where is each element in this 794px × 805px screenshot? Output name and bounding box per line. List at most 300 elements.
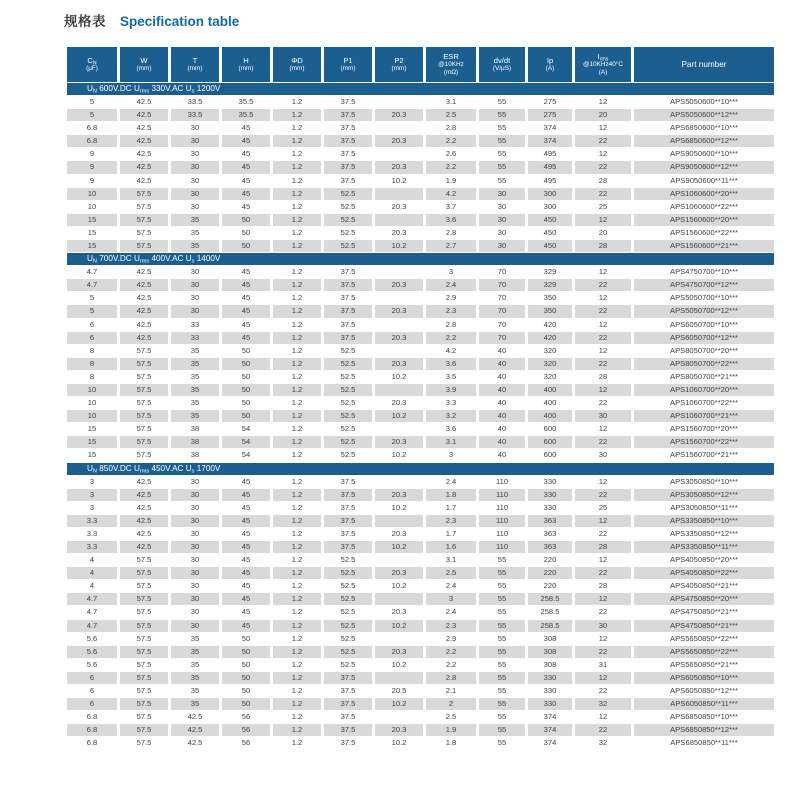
value-cell: 37.5 <box>324 266 372 278</box>
value-cell: 45 <box>222 292 270 304</box>
value-cell: 30 <box>171 502 219 514</box>
value-cell: 50 <box>222 672 270 684</box>
value-cell: 30 <box>171 606 219 618</box>
value-cell: 374 <box>528 724 572 736</box>
column-header-2: W (mm) <box>120 47 168 82</box>
value-cell: 57.5 <box>120 449 168 461</box>
table-row <box>67 345 774 357</box>
value-cell: 3.5 <box>426 371 476 383</box>
part-number-cell: APS9050600**10*** <box>634 148 774 160</box>
value-cell: 220 <box>528 580 572 592</box>
value-cell: 1.2 <box>273 724 321 736</box>
value-cell: 70 <box>479 319 525 331</box>
value-cell: 37.5 <box>324 305 372 317</box>
value-cell: 12 <box>575 711 631 723</box>
value-cell: 10.2 <box>375 659 423 671</box>
part-number-cell: APS3050850**10*** <box>634 476 774 488</box>
value-cell <box>375 96 423 108</box>
value-cell: 35 <box>171 384 219 396</box>
value-cell: 300 <box>528 188 572 200</box>
value-cell: 1.2 <box>273 240 321 252</box>
value-cell: 30 <box>171 476 219 488</box>
value-cell: 4.7 <box>67 620 117 632</box>
value-cell: 35 <box>171 685 219 697</box>
value-cell: 45 <box>222 489 270 501</box>
value-cell: 12 <box>575 319 631 331</box>
value-cell: 8 <box>67 371 117 383</box>
value-cell: 40 <box>479 410 525 422</box>
value-cell: 30 <box>479 240 525 252</box>
value-cell: 1.2 <box>273 109 321 121</box>
value-cell: 3 <box>426 266 476 278</box>
value-cell: 50 <box>222 345 270 357</box>
value-cell: 57.5 <box>120 567 168 579</box>
value-cell: 1.2 <box>273 122 321 134</box>
part-number-cell: APS4750850**20*** <box>634 593 774 605</box>
value-cell <box>375 319 423 331</box>
value-cell: 37.5 <box>324 541 372 553</box>
value-cell: 12 <box>575 423 631 435</box>
value-cell: 12 <box>575 554 631 566</box>
table-row <box>67 724 774 736</box>
value-cell: 329 <box>528 279 572 291</box>
value-cell <box>375 593 423 605</box>
value-cell: 40 <box>479 436 525 448</box>
value-cell: 40 <box>479 345 525 357</box>
value-cell: 52.5 <box>324 240 372 252</box>
value-cell: 1.8 <box>426 737 476 749</box>
value-cell: 1.2 <box>273 358 321 370</box>
value-cell: 50 <box>222 240 270 252</box>
value-cell: 400 <box>528 410 572 422</box>
value-cell: 45 <box>222 620 270 632</box>
value-cell: 30 <box>171 593 219 605</box>
value-cell: 110 <box>479 502 525 514</box>
value-cell: 50 <box>222 646 270 658</box>
value-cell: 10 <box>67 188 117 200</box>
table-row <box>67 606 774 618</box>
value-cell: 2.2 <box>426 646 476 658</box>
value-cell: 45 <box>222 148 270 160</box>
value-cell: 42.5 <box>120 489 168 501</box>
table-row <box>67 449 774 461</box>
table-row <box>67 567 774 579</box>
value-cell: 57.5 <box>120 724 168 736</box>
part-number-cell: APS3050850**12*** <box>634 489 774 501</box>
table-row <box>67 358 774 370</box>
value-cell: 45 <box>222 554 270 566</box>
value-cell: 22 <box>575 724 631 736</box>
value-cell: 20.3 <box>375 567 423 579</box>
part-number-cell: APS1560700**21*** <box>634 449 774 461</box>
value-cell: 38 <box>171 423 219 435</box>
value-cell: 42.5 <box>120 109 168 121</box>
value-cell: 1.2 <box>273 319 321 331</box>
value-cell: 450 <box>528 227 572 239</box>
value-cell: 1.2 <box>273 646 321 658</box>
value-cell: 495 <box>528 175 572 187</box>
value-cell: 1.2 <box>273 593 321 605</box>
value-cell <box>375 515 423 527</box>
value-cell: 20.3 <box>375 724 423 736</box>
value-cell: 22 <box>575 685 631 697</box>
value-cell: 6 <box>67 672 117 684</box>
value-cell: 12 <box>575 633 631 645</box>
value-cell: 110 <box>479 476 525 488</box>
table-row <box>67 620 774 632</box>
value-cell: 6 <box>67 319 117 331</box>
value-cell: 4.7 <box>67 279 117 291</box>
value-cell: 40 <box>479 397 525 409</box>
value-cell: 45 <box>222 161 270 173</box>
value-cell: 42.5 <box>171 724 219 736</box>
value-cell: 12 <box>575 345 631 357</box>
part-number-cell: APS4750850**21*** <box>634 606 774 618</box>
value-cell: 20.3 <box>375 161 423 173</box>
part-number-cell: APS1560600**21*** <box>634 240 774 252</box>
spec-table-header <box>67 47 774 82</box>
value-cell: 31 <box>575 659 631 671</box>
value-cell: 22 <box>575 358 631 370</box>
value-cell: 30 <box>171 135 219 147</box>
value-cell: 40 <box>479 423 525 435</box>
table-row <box>67 659 774 671</box>
value-cell: 1.2 <box>273 633 321 645</box>
page-title <box>64 10 239 30</box>
value-cell: 6.8 <box>67 711 117 723</box>
value-cell: 25 <box>575 201 631 213</box>
value-cell: 2.2 <box>426 161 476 173</box>
value-cell: 35 <box>171 672 219 684</box>
value-cell: 35 <box>171 410 219 422</box>
value-cell: 3 <box>67 476 117 488</box>
value-cell: 38 <box>171 436 219 448</box>
part-number-cell: APS4050850**22*** <box>634 567 774 579</box>
column-header-10: Ip (A) <box>528 47 572 82</box>
value-cell: 8 <box>67 358 117 370</box>
column-header-3: T (mm) <box>171 47 219 82</box>
value-cell: 55 <box>479 109 525 121</box>
value-cell: 52.5 <box>324 227 372 239</box>
value-cell: 1.2 <box>273 410 321 422</box>
value-cell: 20.3 <box>375 201 423 213</box>
value-cell: 6.8 <box>67 737 117 749</box>
value-cell: 15 <box>67 227 117 239</box>
value-cell: 30 <box>171 554 219 566</box>
value-cell: 45 <box>222 567 270 579</box>
value-cell: 495 <box>528 148 572 160</box>
value-cell: 2.8 <box>426 227 476 239</box>
value-cell: 37.5 <box>324 161 372 173</box>
part-number-cell: APS1560600**20*** <box>634 214 774 226</box>
value-cell: 2.2 <box>426 332 476 344</box>
value-cell: 56 <box>222 711 270 723</box>
value-cell: 374 <box>528 122 572 134</box>
value-cell: 220 <box>528 554 572 566</box>
value-cell: 2.8 <box>426 122 476 134</box>
value-cell: 50 <box>222 410 270 422</box>
value-cell: 50 <box>222 227 270 239</box>
value-cell: 40 <box>479 371 525 383</box>
value-cell: 30 <box>171 528 219 540</box>
value-cell: 57.5 <box>120 698 168 710</box>
value-cell: 57.5 <box>120 685 168 697</box>
value-cell: 30 <box>171 148 219 160</box>
value-cell: 52.5 <box>324 371 372 383</box>
table-row <box>67 423 774 435</box>
value-cell: 57.5 <box>120 593 168 605</box>
value-cell: 9 <box>67 148 117 160</box>
value-cell: 54 <box>222 423 270 435</box>
value-cell: 1.2 <box>273 371 321 383</box>
value-cell: 10.2 <box>375 371 423 383</box>
value-cell: 600 <box>528 436 572 448</box>
value-cell: 5.6 <box>67 633 117 645</box>
value-cell: 2.8 <box>426 319 476 331</box>
value-cell <box>375 384 423 396</box>
table-row <box>67 279 774 291</box>
table-row <box>67 698 774 710</box>
section-header-row <box>67 463 774 475</box>
value-cell: 3.6 <box>426 423 476 435</box>
value-cell: 20.3 <box>375 332 423 344</box>
value-cell: 55 <box>479 659 525 671</box>
value-cell: 12 <box>575 593 631 605</box>
value-cell: 5 <box>67 109 117 121</box>
value-cell: 30 <box>479 188 525 200</box>
value-cell: 55 <box>479 724 525 736</box>
value-cell: 1.2 <box>273 148 321 160</box>
value-cell: 110 <box>479 515 525 527</box>
part-number-cell: APS4050850**21*** <box>634 580 774 592</box>
value-cell: 22 <box>575 305 631 317</box>
value-cell <box>375 292 423 304</box>
table-row <box>67 319 774 331</box>
value-cell: 10.2 <box>375 698 423 710</box>
table-row <box>67 135 774 147</box>
value-cell: 275 <box>528 96 572 108</box>
value-cell: 10 <box>67 410 117 422</box>
section-header-row <box>67 253 774 265</box>
value-cell: 12 <box>575 384 631 396</box>
column-header-7: P2 (mm) <box>375 47 423 82</box>
value-cell: 22 <box>575 135 631 147</box>
value-cell: 50 <box>222 358 270 370</box>
header-row <box>67 47 774 82</box>
part-number-cell: APS5050600**12*** <box>634 109 774 121</box>
value-cell: 2.9 <box>426 633 476 645</box>
value-cell: 363 <box>528 528 572 540</box>
value-cell: 1.2 <box>273 266 321 278</box>
value-cell: 10 <box>67 384 117 396</box>
value-cell: 57.5 <box>120 345 168 357</box>
value-cell: 2.4 <box>426 279 476 291</box>
value-cell: 363 <box>528 541 572 553</box>
value-cell: 30 <box>479 201 525 213</box>
table-row <box>67 371 774 383</box>
value-cell: 52.5 <box>324 358 372 370</box>
part-number-cell: APS8050700**20*** <box>634 345 774 357</box>
value-cell: 50 <box>222 371 270 383</box>
table-row <box>67 188 774 200</box>
table-row <box>67 201 774 213</box>
value-cell: 20.3 <box>375 606 423 618</box>
value-cell: 30 <box>171 567 219 579</box>
value-cell: 55 <box>479 122 525 134</box>
value-cell: 52.5 <box>324 620 372 632</box>
value-cell: 28 <box>575 580 631 592</box>
value-cell: 1.2 <box>273 606 321 618</box>
value-cell: 52.5 <box>324 201 372 213</box>
section-header: $U_N$ 850V.DC $U_{rms}$ 450V.AC $U_s$ 1700V <box>67 463 774 475</box>
table-row <box>67 436 774 448</box>
value-cell: 70 <box>479 332 525 344</box>
value-cell: 275 <box>528 109 572 121</box>
value-cell: 57.5 <box>120 646 168 658</box>
value-cell: 6.8 <box>67 724 117 736</box>
value-cell: 258.5 <box>528 606 572 618</box>
value-cell: 6 <box>67 685 117 697</box>
value-cell: 400 <box>528 397 572 409</box>
value-cell: 57.5 <box>120 580 168 592</box>
part-number-cell: APS6050850**12*** <box>634 685 774 697</box>
value-cell: 4 <box>67 567 117 579</box>
part-number-cell: APS4050850**20*** <box>634 554 774 566</box>
value-cell: 22 <box>575 332 631 344</box>
table-row <box>67 122 774 134</box>
part-number-cell: APS6850600**12*** <box>634 135 774 147</box>
value-cell: 2.5 <box>426 567 476 579</box>
value-cell: 54 <box>222 436 270 448</box>
value-cell: 9 <box>67 161 117 173</box>
value-cell: 22 <box>575 606 631 618</box>
value-cell: 30 <box>171 161 219 173</box>
part-number-cell: APS5650850**22*** <box>634 646 774 658</box>
value-cell: 30 <box>171 175 219 187</box>
value-cell: 37.5 <box>324 109 372 121</box>
value-cell: 45 <box>222 332 270 344</box>
table-row <box>67 332 774 344</box>
table-row <box>67 410 774 422</box>
value-cell: 3.6 <box>426 214 476 226</box>
value-cell: 10.2 <box>375 580 423 592</box>
value-cell: 330 <box>528 685 572 697</box>
value-cell: 1.2 <box>273 175 321 187</box>
value-cell: 22 <box>575 279 631 291</box>
section-header-row <box>67 83 774 95</box>
value-cell: 35 <box>171 371 219 383</box>
value-cell: 3 <box>67 502 117 514</box>
value-cell: 45 <box>222 476 270 488</box>
value-cell: 30 <box>575 620 631 632</box>
value-cell: 57.5 <box>120 606 168 618</box>
value-cell: 1.2 <box>273 580 321 592</box>
value-cell: 35 <box>171 698 219 710</box>
part-number-cell: APS5650850**21*** <box>634 659 774 671</box>
value-cell: 2.9 <box>426 292 476 304</box>
value-cell: 9 <box>67 175 117 187</box>
column-header-4: H (mm) <box>222 47 270 82</box>
value-cell: 308 <box>528 633 572 645</box>
part-number-cell: APS4750700**10*** <box>634 266 774 278</box>
value-cell: 57.5 <box>120 201 168 213</box>
value-cell: 1.2 <box>273 541 321 553</box>
part-number-cell: APS4750700**12*** <box>634 279 774 291</box>
value-cell: 2.8 <box>426 672 476 684</box>
value-cell: 45 <box>222 528 270 540</box>
value-cell: 330 <box>528 502 572 514</box>
value-cell: 30 <box>171 292 219 304</box>
value-cell: 12 <box>575 476 631 488</box>
part-number-cell: APS1560700**20*** <box>634 423 774 435</box>
value-cell: 35 <box>171 227 219 239</box>
value-cell: 320 <box>528 345 572 357</box>
value-cell: 329 <box>528 266 572 278</box>
value-cell: 52.5 <box>324 214 372 226</box>
value-cell: 40 <box>479 358 525 370</box>
value-cell: 1.2 <box>273 528 321 540</box>
part-number-cell: APS5050600**10*** <box>634 96 774 108</box>
value-cell: 4.7 <box>67 266 117 278</box>
part-number-cell: APS6050700**10*** <box>634 319 774 331</box>
value-cell: 37.5 <box>324 672 372 684</box>
part-number-cell: APS4750850**21*** <box>634 620 774 632</box>
value-cell: 42.5 <box>120 305 168 317</box>
value-cell: 33.5 <box>171 96 219 108</box>
value-cell: 1.2 <box>273 659 321 671</box>
table-row <box>67 227 774 239</box>
part-number-cell: APS6850850**12*** <box>634 724 774 736</box>
value-cell: 52.5 <box>324 397 372 409</box>
part-number-cell: APS9050600**12*** <box>634 161 774 173</box>
value-cell: 37.5 <box>324 175 372 187</box>
value-cell: 55 <box>479 554 525 566</box>
value-cell <box>375 711 423 723</box>
table-row <box>67 161 774 173</box>
value-cell: 1.9 <box>426 175 476 187</box>
value-cell: 20.3 <box>375 279 423 291</box>
table-row <box>67 633 774 645</box>
value-cell: 10.2 <box>375 541 423 553</box>
value-cell: 37.5 <box>324 135 372 147</box>
value-cell: 20.3 <box>375 358 423 370</box>
value-cell: 6 <box>67 332 117 344</box>
part-number-cell: APS1560700**22*** <box>634 436 774 448</box>
value-cell: 70 <box>479 305 525 317</box>
value-cell: 35 <box>171 633 219 645</box>
value-cell: 35 <box>171 214 219 226</box>
value-cell: 33.5 <box>171 109 219 121</box>
value-cell: 10 <box>67 397 117 409</box>
value-cell: 2.2 <box>426 659 476 671</box>
value-cell: 42.5 <box>120 292 168 304</box>
value-cell: 20.3 <box>375 436 423 448</box>
value-cell: 57.5 <box>120 384 168 396</box>
value-cell: 8 <box>67 345 117 357</box>
value-cell: 12 <box>575 214 631 226</box>
value-cell: 52.5 <box>324 423 372 435</box>
value-cell: 52.5 <box>324 580 372 592</box>
value-cell: 22 <box>575 646 631 658</box>
value-cell: 1.2 <box>273 711 321 723</box>
value-cell: 363 <box>528 515 572 527</box>
column-header-1: $C_N$ (μF) <box>67 47 117 82</box>
value-cell: 55 <box>479 685 525 697</box>
value-cell: 450 <box>528 240 572 252</box>
value-cell: 2.4 <box>426 606 476 618</box>
value-cell: 2.3 <box>426 515 476 527</box>
value-cell: 6 <box>67 698 117 710</box>
